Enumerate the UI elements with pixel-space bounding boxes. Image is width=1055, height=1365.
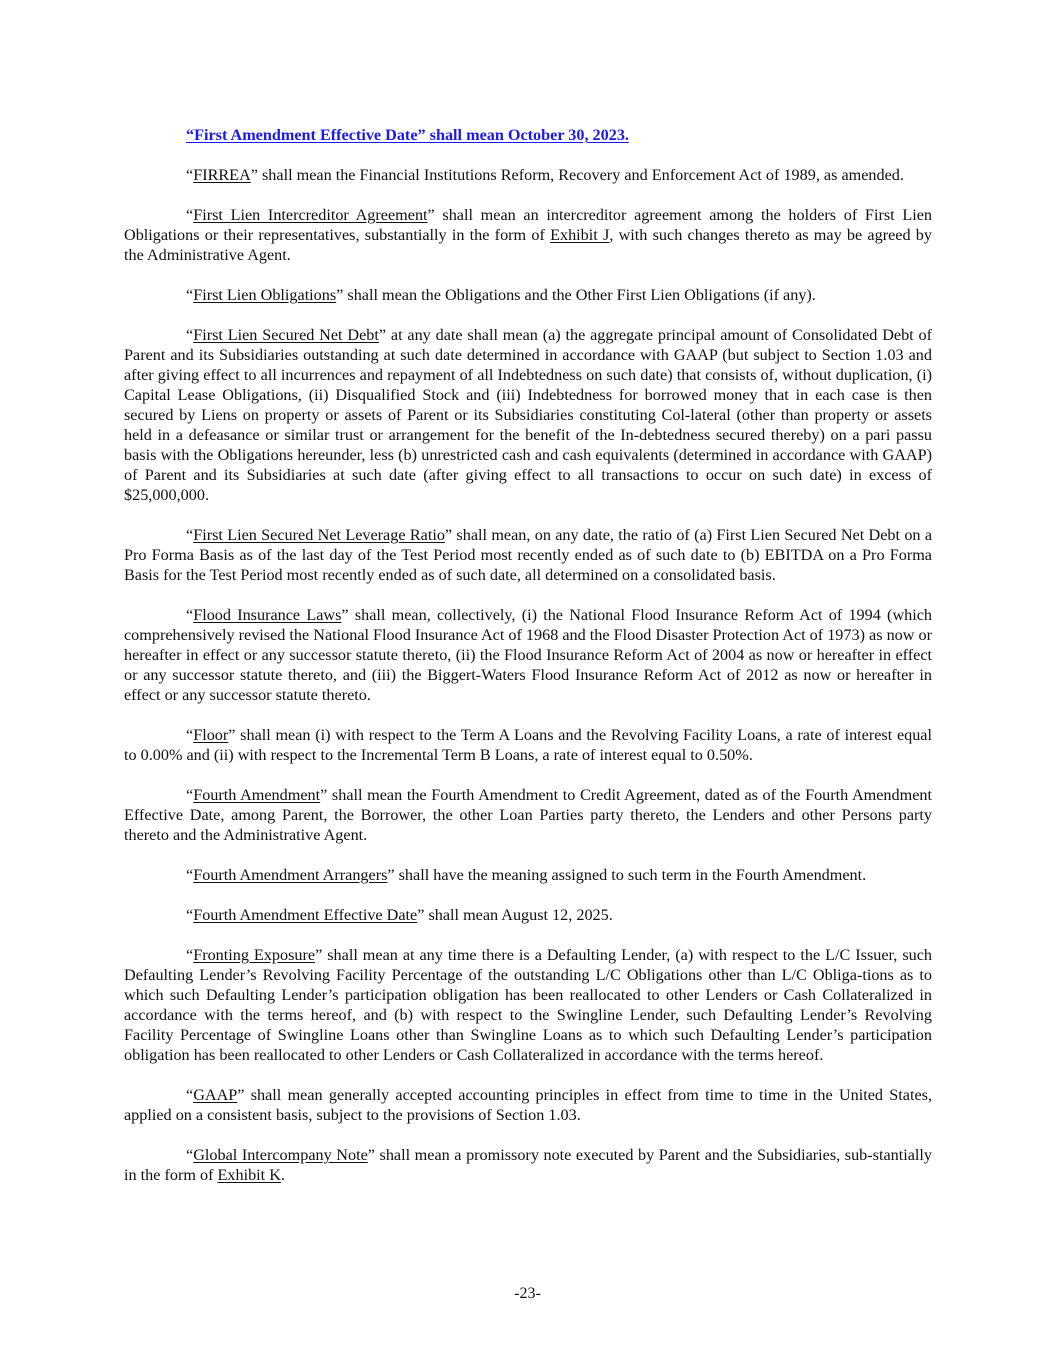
defined-term: Fourth Amendment Effective Date: [193, 906, 418, 924]
definition-firrea: [124, 165, 932, 185]
definition-first-lien-secured-net-leverage-ratio: [124, 525, 932, 585]
open-quote: “: [186, 866, 194, 884]
definition-first-lien-obligations: [124, 285, 932, 305]
open-quote: “: [186, 526, 194, 544]
definition-fronting-exposure: [124, 945, 932, 1065]
definition-fourth-amendment-arrangers: [124, 865, 932, 885]
definition-body: ” shall mean an intercreditor agreement among the holders of First Lien Obligations or their representatives, substantially in the form of: [124, 206, 932, 244]
definition-body: ” shall mean (i) with respect to the Term A Loans and the Revolving Facility Loans, a rate of interest equal to 0.00% and (ii) with respect to the Incremental Term B Loans, a rate of interest equal to 0.50%.: [124, 726, 932, 764]
defined-term: GAAP: [193, 1086, 238, 1104]
inserted-definition-text: “First Amendment Effective Date” shall mean October 30, 2023.: [186, 126, 629, 144]
defined-term: Floor: [193, 726, 229, 744]
definition-body: ” shall mean at any time there is a Defaulting Lender, (a) with respect to the L/C Issuer, such Defaulting Lender’s Revolving Facility Percentage of the outstanding L/C Obligations other than L/C Obliga-tions as to which such Defaulting Lender’s participation obligation has been reallocated to other Lenders or Cash Collateralized in accordance with the terms hereof, and (b) with respect to the Swingline Lender, such Defaulting Lender’s Revolving Facility Percentage of Swingline Loans other than Swingline Loans as to which such Defaulting Lender’s participation obligation has been reallocated to other Lenders or Cash Collateralized in accordance with the terms hereof.: [124, 946, 932, 1064]
open-quote: “: [186, 1146, 194, 1164]
defined-term: Flood Insurance Laws: [193, 606, 342, 624]
definition-fourth-amendment: [124, 785, 932, 845]
definition-fourth-amendment-effective-date: [124, 905, 932, 925]
definition-tail: , with such changes thereto as may be agreed by the Administrative Agent.: [124, 226, 932, 264]
open-quote: “: [186, 286, 194, 304]
definition-body: ” shall mean, collectively, (i) the National Flood Insurance Reform Act of 1994 (which comprehensively revised the National Flood Insurance Act of 1968 and the Flood Disaster Protection Act of 1973) as now or hereafter in effect or any successor statute thereto, (ii) the Flood Insurance Reform Act of 2004 as now or hereafter in effect or any successor statute thereto, and (iii) the Biggert-Waters Flood Insurance Reform Act of 2012 as now or hereafter in effect or any successor statute thereto.: [124, 606, 933, 704]
open-quote: “: [186, 606, 194, 624]
definition-body: ” at any date shall mean (a) the aggregate principal amount of Consolidated Debt of Parent and its Subsidiaries outstanding at such date determined in accordance with GAAP (but subject to Section 1.03 and after giving effect to all incurrences and repayment of all Indebtedness on such date) that consists of, without duplication, (i) Capital Lease Obligations, (ii) Disqualified Stock and (iii) Indebtedness for borrowed money that in each case is then secured by Liens on property or assets of Parent or its Subsidiaries constituting Col-lateral (other than property or assets held in a defeasance or similar trust or arrangement for the benefit of the In-debtedness secured thereby) on a pari passu basis with the Obligations hereunder, less (b) unrestricted cash and cash equivalents (determined in accordance with GAAP) of Parent and its Subsidiaries at such date (after giving effect to all transactions to occur on such date) in excess of $25,000,000.: [124, 326, 932, 504]
definition-first-lien-secured-net-debt: [124, 325, 932, 505]
definition-body: ” shall mean the Financial Institutions Reform, Recovery and Enforcement Act of 1989, as amended.: [250, 166, 904, 184]
definition-floor: [124, 725, 932, 765]
open-quote: “: [186, 906, 194, 924]
definition-gaap: [124, 1085, 932, 1125]
exhibit-reference: Exhibit J: [550, 226, 610, 244]
definition-flood-insurance-laws: [124, 605, 932, 705]
defined-term: First Lien Intercreditor Agreement: [193, 206, 428, 224]
open-quote: “: [186, 206, 194, 224]
definition-first-lien-intercreditor-agreement: [124, 205, 932, 265]
defined-term: First Lien Secured Net Leverage Ratio: [193, 526, 445, 544]
open-quote: “: [186, 166, 194, 184]
defined-term: First Lien Obligations: [193, 286, 337, 304]
open-quote: “: [186, 946, 194, 964]
document-page: [124, 125, 932, 1205]
definition-first-amendment-effective-date: [124, 125, 932, 145]
definition-body: ” shall mean generally accepted accounting principles in effect from time to time in the United States, applied on a consistent basis, subject to the provisions of Section 1.03.: [124, 1086, 932, 1124]
definition-global-intercompany-note: [124, 1145, 932, 1185]
page-number: -23-: [514, 1285, 541, 1302]
defined-term: Fourth Amendment: [193, 786, 321, 804]
defined-term: Fronting Exposure: [193, 946, 316, 964]
defined-term: FIRREA: [193, 166, 251, 184]
defined-term: First Lien Secured Net Debt: [193, 326, 379, 344]
open-quote: “: [186, 326, 194, 344]
open-quote: “: [186, 726, 194, 744]
definition-body: ” shall mean the Fourth Amendment to Credit Agreement, dated as of the Fourth Amendment Effective Date, among Parent, the Borrower, the other Loan Parties party thereto, the Lenders and other Persons party thereto and the Administrative Agent.: [124, 786, 932, 844]
open-quote: “: [186, 1086, 194, 1104]
definition-body: ” shall mean a promissory note executed by Parent and the Subsidiaries, sub-stantially in the form of: [124, 1146, 932, 1184]
defined-term: Global Intercompany Note: [193, 1146, 368, 1164]
open-quote: “: [186, 786, 194, 804]
exhibit-reference: Exhibit K: [217, 1166, 281, 1184]
definition-body: ” shall mean, on any date, the ratio of (a) First Lien Secured Net Debt on a Pro Forma Basis as of the last day of the Test Period most recently ended as of such date to (b) EBITDA on a Pro Forma Basis for the Test Period most recently ended as of such date, all determined on a consolidated basis.: [124, 526, 933, 584]
defined-term: Fourth Amendment Arrangers: [193, 866, 388, 884]
definition-tail: .: [280, 1166, 285, 1184]
definition-body: ” shall mean the Obligations and the Other First Lien Obligations (if any).: [336, 286, 816, 304]
definition-body: ” shall have the meaning assigned to such term in the Fourth Amendment.: [387, 866, 867, 884]
definition-body: ” shall mean August 12, 2025.: [417, 906, 613, 924]
